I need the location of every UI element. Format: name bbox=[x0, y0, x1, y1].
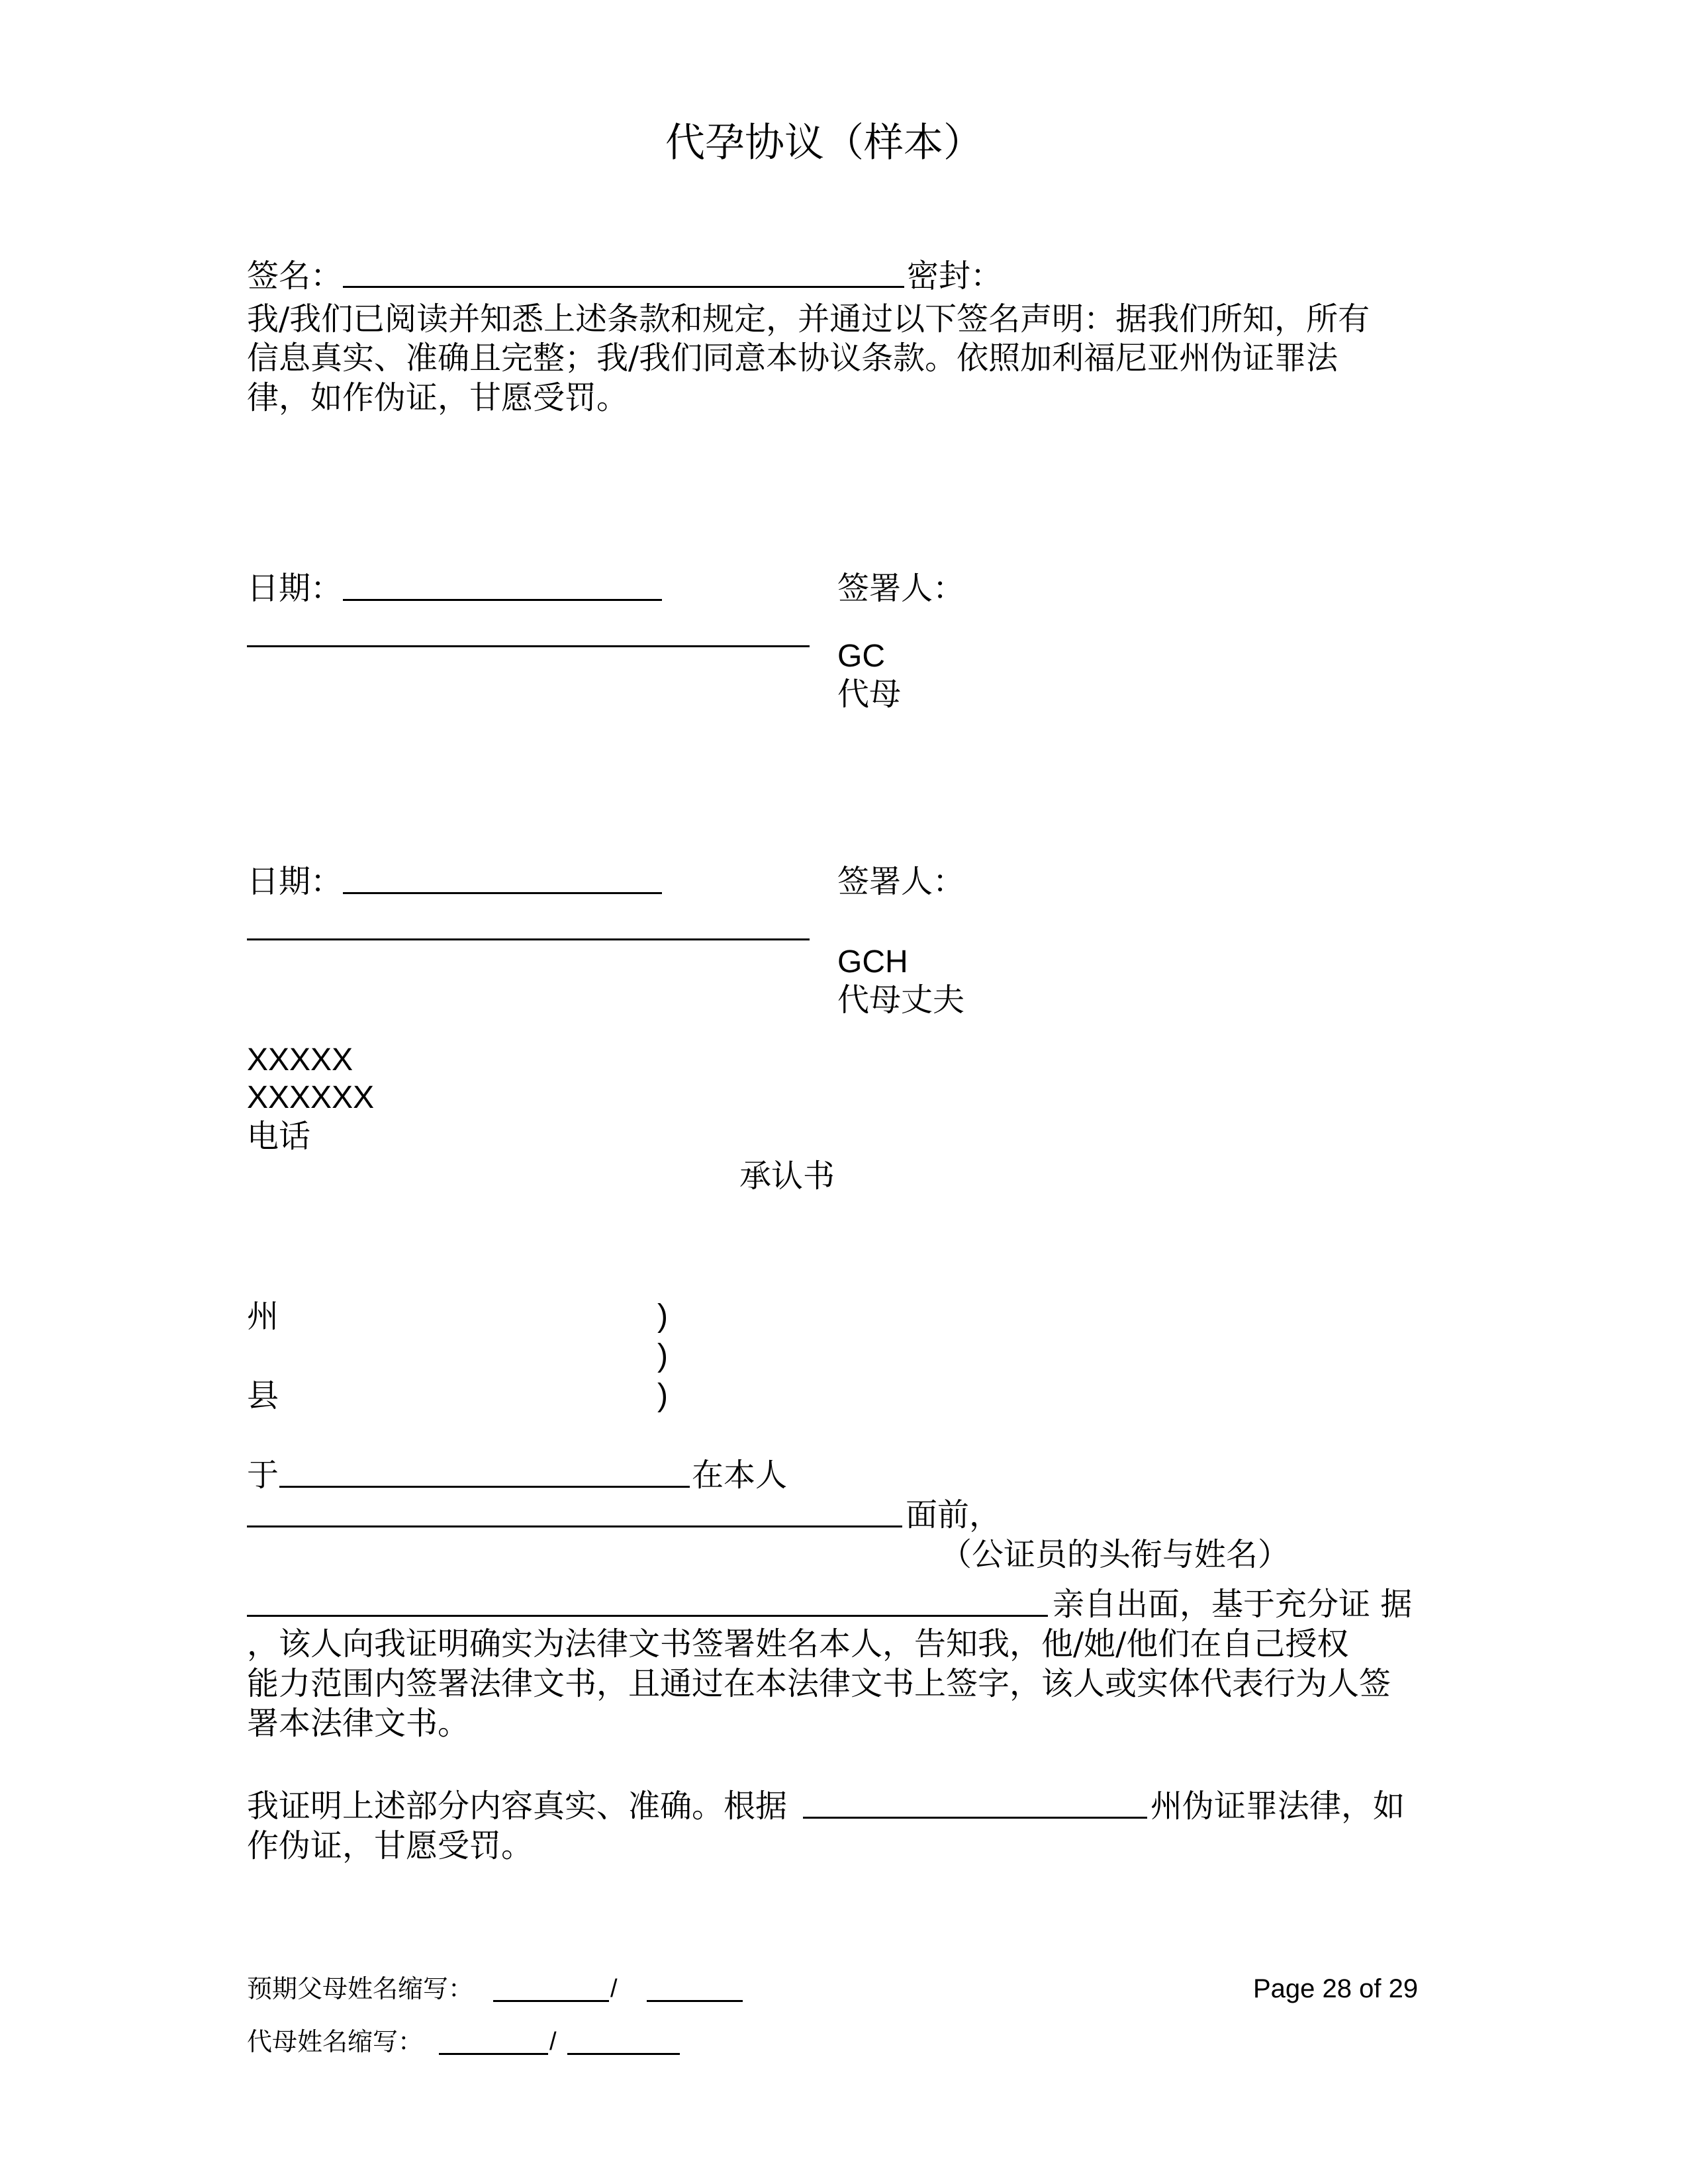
paren-2: ) bbox=[657, 1338, 668, 1373]
surrogate-initials-blank-2[interactable] bbox=[567, 2053, 680, 2055]
certify-suffix: 州伪证罪法律，如 bbox=[1150, 1788, 1405, 1825]
declaration-line-3: 律，如作伪证，甘愿受罚。 bbox=[247, 379, 629, 416]
page-title: 代孕协议（样本） bbox=[665, 120, 983, 166]
surrogate-initials-label: 代母姓名缩写： bbox=[247, 2027, 424, 2056]
signed-by-label-2: 签署人： bbox=[837, 863, 965, 900]
surrogate-initials-slash: / bbox=[549, 2028, 557, 2056]
notary-name-line[interactable] bbox=[247, 1525, 902, 1527]
contact-line-2: XXXXXX bbox=[247, 1080, 375, 1115]
appearing-party-line[interactable] bbox=[247, 1615, 1048, 1617]
signer-name-1: GC bbox=[837, 639, 885, 674]
signer-line-2[interactable] bbox=[247, 938, 810, 940]
contact-line-1: XXXXX bbox=[247, 1042, 353, 1077]
date-label-2: 日期： bbox=[247, 863, 343, 900]
acknowledgment-heading: 承认书 bbox=[739, 1158, 835, 1195]
before-me: 在本人 bbox=[692, 1457, 788, 1494]
signer-name-2: GCH bbox=[837, 944, 908, 979]
signature-line[interactable] bbox=[343, 286, 904, 288]
seal-label: 密封： bbox=[907, 257, 1003, 295]
date-line-2[interactable] bbox=[343, 892, 662, 894]
signer-role-2: 代母丈夫 bbox=[837, 981, 965, 1019]
parents-initials-label: 预期父母姓名缩写： bbox=[247, 1974, 474, 2003]
surrogate-initials-blank-1[interactable] bbox=[439, 2053, 548, 2055]
ack-body-line-3: 署本法律文书。 bbox=[247, 1705, 470, 1742]
personally-appeared: 亲自出面，基于充分证 据 bbox=[1053, 1586, 1413, 1623]
parents-initials-slash: / bbox=[610, 1975, 618, 2003]
parents-initials-blank-2[interactable] bbox=[647, 2000, 743, 2002]
signer-line-1[interactable] bbox=[247, 645, 810, 647]
date-label-1: 日期： bbox=[247, 570, 343, 607]
date-blank[interactable] bbox=[279, 1486, 690, 1488]
certify-prefix: 我证明上述部分内容真实、准确。根据 bbox=[247, 1788, 788, 1825]
page-number: Page 28 of 29 bbox=[1253, 1974, 1419, 2003]
parents-initials-blank-1[interactable] bbox=[493, 2000, 609, 2002]
signer-role-1: 代母 bbox=[837, 676, 902, 713]
on-prefix: 于 bbox=[247, 1457, 279, 1494]
sign-label: 签名： bbox=[247, 257, 343, 295]
date-line-1[interactable] bbox=[343, 599, 662, 601]
ack-body-line-1: ，该人向我证明确实为法律文书签署姓名本人，告知我，他/她/他们在自己授权 bbox=[247, 1625, 1349, 1662]
notary-caption: （公证员的头衔与姓名） bbox=[940, 1536, 1290, 1573]
appeared-text: 面前， bbox=[906, 1496, 1002, 1533]
paren-1: ) bbox=[657, 1298, 668, 1334]
contact-phone: 电话 bbox=[247, 1118, 311, 1155]
state-label: 州 bbox=[247, 1298, 279, 1335]
declaration-line-1: 我/我们已阅读并知悉上述条款和规定，并通过以下签名声明：据我们所知，所有 bbox=[247, 300, 1370, 338]
state-blank[interactable] bbox=[803, 1817, 1147, 1819]
paren-3: ) bbox=[657, 1378, 668, 1413]
ack-body-line-2: 能力范围内签署法律文书，且通过在本法律文书上签字，该人或实体代表行为人签 bbox=[247, 1665, 1391, 1702]
county-label: 县 bbox=[247, 1377, 279, 1414]
declaration-line-2: 信息真实、准确且完整；我/我们同意本协议条款。依照加利福尼亚州伪证罪法 bbox=[247, 340, 1338, 377]
certify-line-2: 作伪证，甘愿受罚。 bbox=[247, 1827, 534, 1864]
signed-by-label-1: 签署人： bbox=[837, 570, 965, 607]
